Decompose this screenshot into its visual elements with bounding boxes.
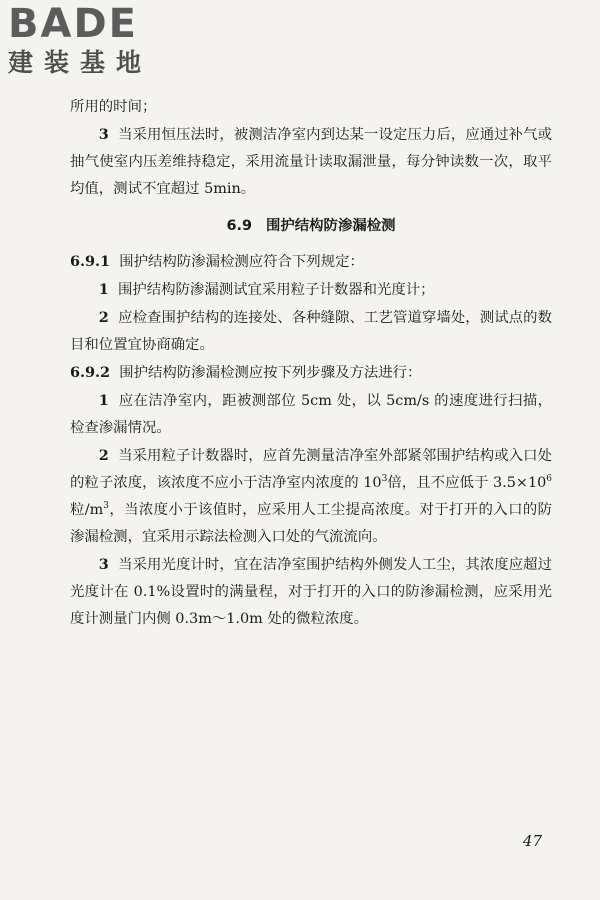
section-number: 6.9: [226, 218, 252, 234]
item-number: 2: [98, 447, 109, 464]
item-number: 3: [98, 556, 109, 573]
item-text-a: 当采用粒子计数器时，应首先测量洁净室外部紧邻围护结构或入口处的粒子浓度，该浓度不应小于洁净室内浓度的 10: [70, 448, 552, 491]
clause-6-9-1: [70, 248, 552, 276]
item-text: 当采用恒压法时，被测洁净室内到达某一设定压力后，应通过补气或抽气使室内压差维持稳定，采用流量计读取漏泄量，每分钟读数一次，取平均值，测试不宜超过 5min。: [70, 127, 552, 197]
clause-6-9-1-item-1: [70, 276, 552, 304]
item-text: 围护结构防渗漏测试宜采用粒子计数器和光度计；: [117, 282, 435, 298]
item-number: 3: [98, 126, 109, 143]
clause-6-9-2-step-1: [70, 387, 552, 442]
clause-text: 围护结构防渗漏检测应按下列步骤及方法进行：: [119, 365, 422, 381]
clause-6-9-2-step-2: [70, 442, 552, 551]
paragraph-item-3-constant-pressure: [70, 121, 552, 203]
document-body: [70, 94, 552, 633]
item-number: 2: [98, 309, 109, 326]
item-text-d: ，当浓度小于该值时，应采用人工尘提高浓度。对于打开的入口的防渗漏检测，宜采用示踪法检测入口处的气流流向。: [70, 502, 552, 545]
superscript: 6: [546, 474, 552, 485]
item-text-c: 粒/m: [70, 502, 104, 518]
clause-6-9-2-step-3: [70, 551, 552, 633]
clause-6-9-1-item-2: [70, 304, 552, 359]
item-number: 1: [98, 392, 109, 409]
item-text-b: 倍，且不应低于 3.5×10: [387, 475, 547, 491]
logo-text-cn: 建装基地: [8, 48, 153, 77]
logo-text-en: BADE: [8, 1, 138, 47]
item-text: 应检查围护结构的连接处、各种缝隙、工艺管道穿墙处，测试点的数目和位置宜协商确定。: [70, 310, 552, 353]
clause-number: 6.9.2: [70, 364, 111, 381]
superscript: 3: [103, 501, 109, 512]
item-text: 应在洁净室内，距被测部位 5cm 处，以 5cm/s 的速度进行扫描，检查渗漏情况。: [70, 393, 552, 436]
bade-logo: [8, 2, 176, 82]
page-number: 47: [522, 832, 542, 850]
superscript: 3: [381, 474, 388, 485]
section-heading: [70, 213, 552, 240]
paragraph-continuation: 所用的时间；: [70, 99, 157, 115]
clause-6-9-2: [70, 359, 552, 387]
clause-number: 6.9.1: [70, 253, 111, 270]
item-number: 1: [98, 281, 109, 298]
item-text: 当采用光度计时，宜在洁净室围护结构外侧发人工尘，其浓度应超过光度计在 0.1%设置时的满量程，对于打开的入口的防渗漏检测，应采用光度计测量门内侧 0.3m～1.0m 处的微粒浓度。: [70, 557, 552, 627]
clause-text: 围护结构防渗漏检测应符合下列规定：: [119, 254, 364, 270]
section-title: 围护结构防渗漏检测: [265, 218, 396, 234]
